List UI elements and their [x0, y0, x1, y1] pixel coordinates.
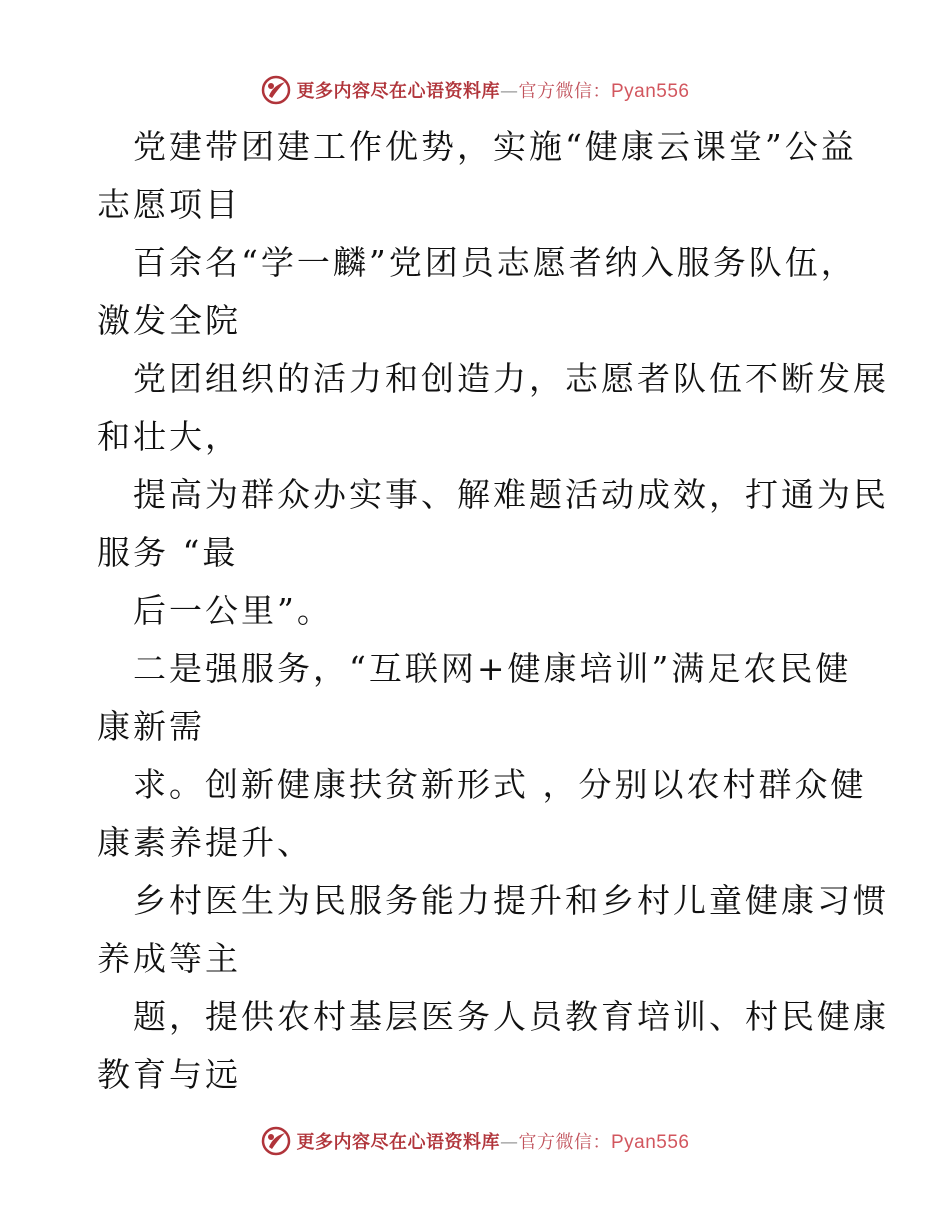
footer-banner: [0, 1121, 950, 1161]
text-line-13: 康素养提升、: [97, 823, 313, 862]
text-line-2: 志愿项目: [97, 185, 241, 224]
document-body: [97, 118, 889, 1104]
text-line-12: 求。创新健康扶贫新形式 ，分别以农村群众健: [133, 765, 867, 804]
header-sub-text: 官方微信：: [518, 81, 611, 102]
footer-main-text: 更多内容尽在心语资料库: [296, 1132, 500, 1153]
brand-logo-icon: [260, 1125, 292, 1157]
text-line-9: 后一公里”。: [133, 591, 333, 630]
header-banner: [0, 70, 950, 110]
header-text: [296, 77, 689, 103]
text-line-11: 康新需: [97, 707, 205, 746]
footer-sub-text: 官方微信：: [518, 1132, 611, 1153]
text-line-16: 题，提供农村基层医务人员教育培训、村民健康: [133, 997, 889, 1036]
footer-text: [296, 1128, 689, 1154]
text-line-4: 激发全院: [97, 301, 241, 340]
text-line-7: 提高为群众办实事、解难题活动成效，打通为民: [133, 475, 889, 514]
header-dash: —: [499, 81, 519, 102]
text-line-3: 百余名“学一麟”党团员志愿者纳入服务队伍，: [133, 243, 857, 282]
text-line-15: 养成等主: [97, 939, 241, 978]
text-line-17: 教育与远: [97, 1055, 241, 1094]
text-line-14: 乡村医生为民服务能力提升和乡村儿童健康习惯: [133, 881, 889, 920]
brand-logo-icon: [260, 74, 292, 106]
text-line-1: 党建带团建工作优势，实施“健康云课堂”公益: [133, 127, 857, 166]
text-line-6: 和壮大，: [97, 417, 241, 456]
header-main-text: 更多内容尽在心语资料库: [296, 81, 500, 102]
text-line-8: 服务 “最: [97, 533, 239, 572]
text-line-10: 二是强服务，“互联网+健康培训”满足农民健: [133, 649, 852, 688]
footer-dash: —: [499, 1132, 519, 1153]
footer-wechat-id: Pyan556: [610, 1132, 690, 1153]
text-line-5: 党团组织的活力和创造力，志愿者队伍不断发展: [133, 359, 889, 398]
header-wechat-id: Pyan556: [610, 81, 690, 102]
